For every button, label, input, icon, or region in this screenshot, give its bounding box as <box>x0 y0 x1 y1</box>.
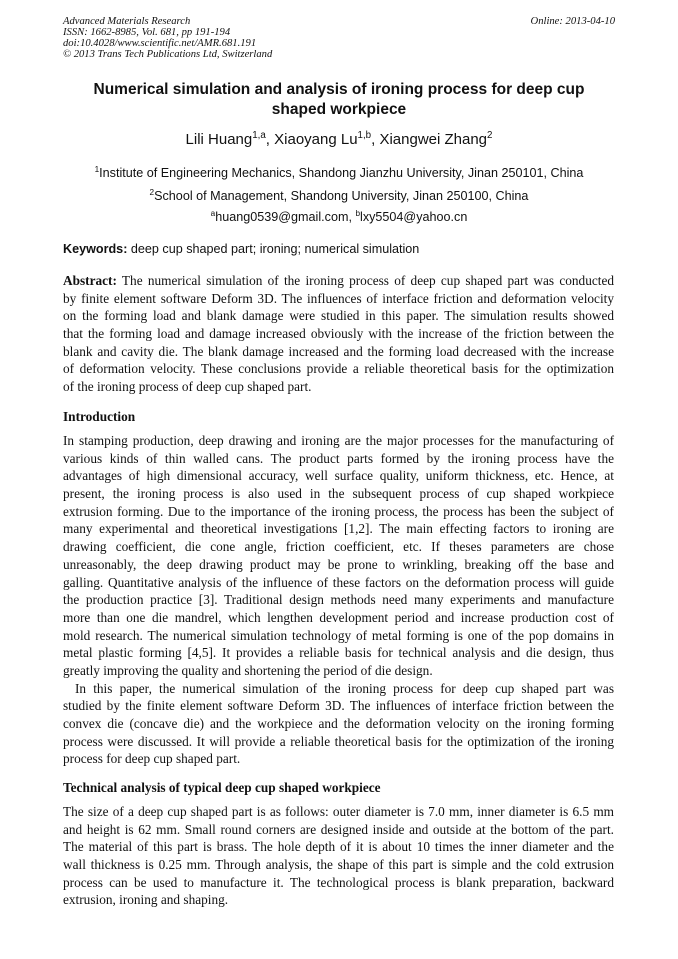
keywords-label: Keywords: <box>63 242 128 256</box>
author-sup: 2 <box>487 130 493 141</box>
author-sup: 1,b <box>357 130 372 141</box>
abstract-text: The numerical simulation of the ironing process of deep cup shaped part was conducted <box>116 273 614 288</box>
email-sup: b <box>355 208 361 218</box>
abstract <box>63 272 614 396</box>
separator: , <box>371 131 380 148</box>
author-sup: 1,a <box>252 130 266 141</box>
text-line: many experimental and theoretical investigations [1,2]. The main effecting factors to ironing are <box>63 521 614 537</box>
paper-title <box>0 80 678 120</box>
text-line: process were discussed. It will provide a reliable theoretical basis for the optimization of the ironing <box>63 733 614 749</box>
text-line: the production practice [3]. Traditional design methods need many experiments and manufacture <box>63 592 614 608</box>
text-line: blank and cavity die. The blank damage increased and the forming load decreased with the increase <box>63 343 614 359</box>
text-line: present, the ironing process is also used in the subsequent process of cup shaped workpiece <box>63 486 614 502</box>
keywords-text: deep cup shaped part; ironing; numerical simulation <box>127 242 420 256</box>
affiliation-1 <box>0 166 678 180</box>
text-line: greatly improving the quality and shortening the period of die design. <box>63 662 433 678</box>
keywords <box>63 242 419 256</box>
text-line: various kinds of thin walled cans. The product parts formed by the ironing process have the <box>63 450 614 466</box>
text-line: extrusion, ironing and shaping. <box>63 892 229 908</box>
text-line: process can be used to manufacture it. The technological process is blank preparation, backward <box>63 874 614 890</box>
title-line: shaped workpiece <box>271 101 407 118</box>
text-line: The size of a deep cup shaped part is as follows: outer diameter is 7.0 mm, inner diameter is 6.5 mm <box>63 804 614 819</box>
issn: ISSN: 1662-8985, Vol. 681, pp 191-194 <box>63 27 231 38</box>
aff-sup: 2 <box>149 187 155 197</box>
text-line: galling. Quantitative analysis of the influence of these factors on the deformation process will guide <box>63 574 614 590</box>
text-line: studied by the finite element software Deform 3D. The influences of interface friction between the <box>63 698 614 714</box>
text-line: more than one die mandrel, which lengthen development period and increase production cost of <box>63 609 614 625</box>
author-name: Lili Huang <box>185 131 253 148</box>
text-line: of deformation velocity. These conclusions provide a reliable theoretical basis for the optimization <box>63 361 614 377</box>
journal-info <box>63 16 272 60</box>
text-line: convex die (concave die) and the workpiece and the deformation velocity on the ironing forming <box>63 716 614 731</box>
section-heading: Introduction <box>63 409 136 424</box>
aff-text: Institute of Engineering Mechanics, Shandong Jianzhu University, Jinan 250101, China <box>99 166 584 180</box>
journal-name: Advanced Materials Research <box>63 16 191 27</box>
online-date: Online: 2013-04-10 <box>530 16 615 27</box>
author-name: Xiangwei Zhang <box>379 131 488 148</box>
text-line: metal plastic forming [4,5]. It provides a reliable basis for technical analysis and die design, thus <box>63 645 614 661</box>
authors <box>0 131 678 148</box>
introduction-body <box>63 432 614 768</box>
text-line: that the forming load and damage increased obviously with the increase of the friction between the <box>63 326 614 342</box>
text-line: In stamping production, deep drawing and ironing are the major processes for the manufacturing of <box>63 433 614 448</box>
text-line: mold research. The numerical simulation technology of metal forming is one of the pop domains in <box>63 627 614 643</box>
section-heading: Technical analysis of typical deep cup shaped workpiece <box>63 780 381 795</box>
text-line: In this paper, the numerical simulation of the ironing process for deep cup shaped part was <box>75 680 614 696</box>
doi: doi:10.4028/www.scientific.net/AMR.681.191 <box>63 38 257 49</box>
separator: , <box>265 131 275 148</box>
text-line: unreasonably, the deep drawing product may be prone to wrinkling, breaking off the base and <box>63 556 614 572</box>
text-line: of the ironing process of deep cup shaped part. <box>63 379 312 395</box>
technical-body <box>63 803 614 909</box>
copyright: © 2013 Trans Tech Publications Ltd, Switzerland <box>63 49 273 60</box>
email[interactable]: lxy5504@yahoo.cn <box>360 210 468 224</box>
text-line: on the forming load and blank damage were studied in this paper. The simulation results showed <box>63 308 614 324</box>
abstract-label: Abstract: <box>63 273 117 288</box>
author-name: Xiaoyang Lu <box>274 131 358 148</box>
text-line: The material of this part is brass. The hole depth of it is about 10 times the inner diameter and the <box>63 839 614 855</box>
aff-sup: 1 <box>94 164 100 174</box>
text-line: drawing coefficient, die cone angle, friction coefficient, etc. If theses parameters are chose <box>63 539 614 555</box>
affiliation-2 <box>0 189 678 203</box>
text-line: advantages of high dimensional accuracy, well surface quality, uniform thickness, etc. Hence, at <box>63 468 614 484</box>
emails <box>0 210 678 224</box>
aff-text: School of Management, Shandong University, Jinan 250100, China <box>154 189 529 203</box>
text-line: extrusion forming. Due to the importance of the ironing process, the process has been the subject of <box>63 503 614 519</box>
email-sup: a <box>210 208 216 218</box>
text-line: wall thickness is 0.25 mm. Through analysis, the shape of this part is simple and the cold extrusion <box>63 857 614 873</box>
text-line: by finite element software Deform 3D. The influences of interface friction and deformation velocity <box>63 290 614 306</box>
text-line: process for deep cup shaped part. <box>63 751 241 767</box>
email[interactable]: huang0539@gmail.com, <box>215 210 356 224</box>
text-line: and height is 62 mm. Small round corners are designed inside and outside at the bottom of the part. <box>63 821 614 837</box>
text-line <box>63 272 614 290</box>
title-line: Numerical simulation and analysis of ironing process for deep cup <box>93 81 585 98</box>
